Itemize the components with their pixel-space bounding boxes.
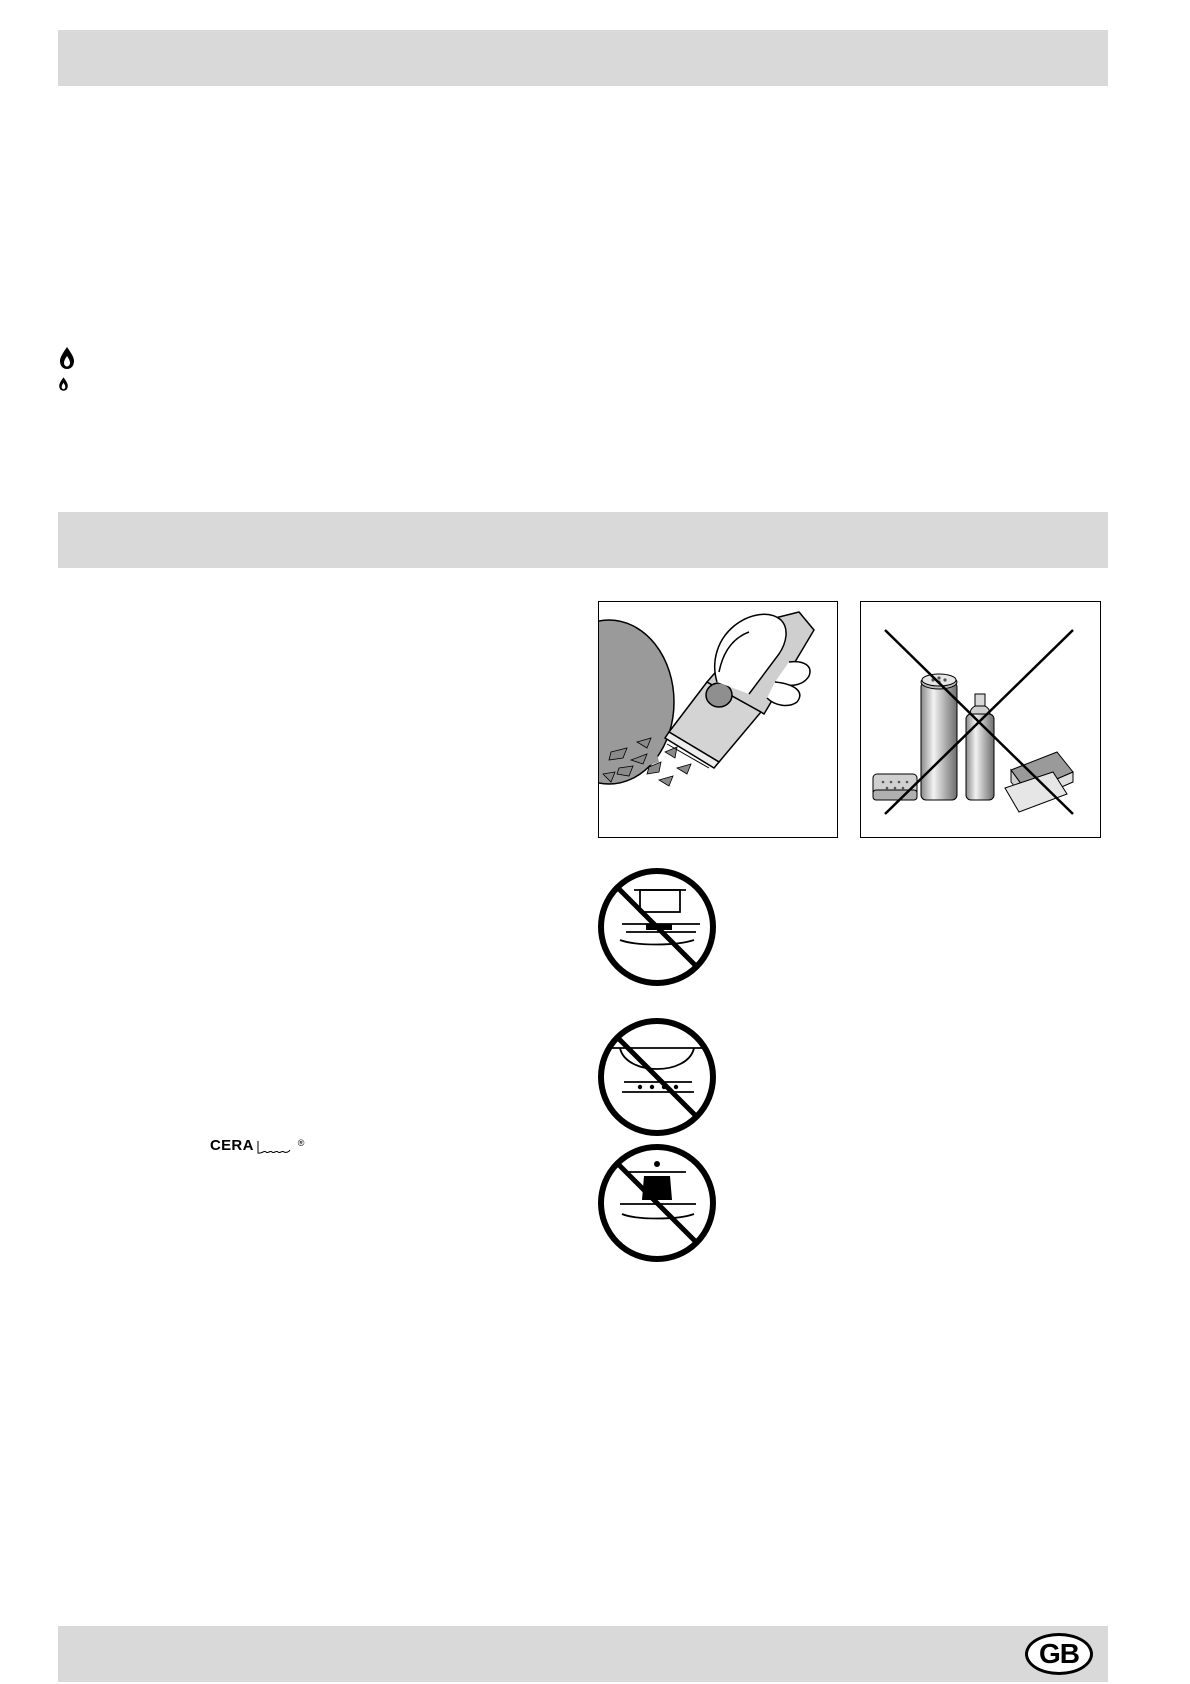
ceran-script-mark [256, 1138, 296, 1156]
scraper-cleaning-illustration [598, 601, 838, 838]
footer-band [58, 1626, 1108, 1682]
flame-icon [58, 346, 76, 370]
header-band [58, 30, 1108, 86]
prohibited-small-pot-icon [596, 1142, 718, 1264]
country-badge: GB [1025, 1633, 1093, 1675]
registered-mark: ® [297, 1138, 305, 1148]
ceran-logo [210, 1138, 304, 1156]
abrasive-cleaners-crossed-illustration [860, 601, 1101, 838]
flame-icon [58, 376, 69, 392]
prohibited-wok-icon [596, 1016, 718, 1138]
ceran-brand-text: CERA [210, 1137, 254, 1154]
section-band [58, 512, 1108, 568]
prohibited-pan-icon [596, 866, 718, 988]
